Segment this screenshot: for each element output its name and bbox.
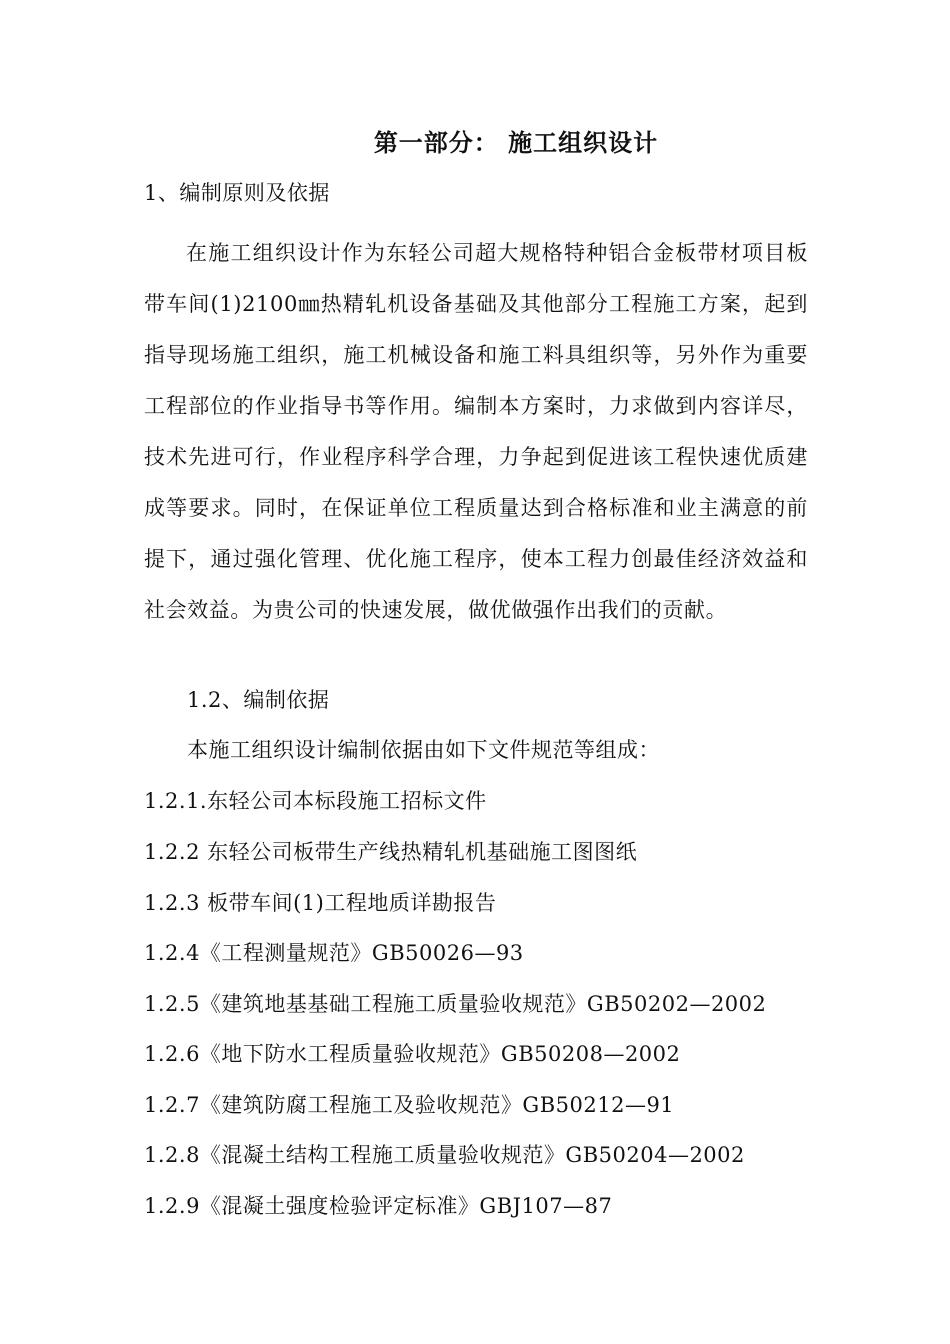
section-heading: 1、编制原则及依据: [144, 181, 330, 205]
reference-item: 1.2.2 东轻公司板带生产线热精轧机基础施工图图纸: [144, 840, 638, 864]
subsection-heading: 1.2、编制依据: [187, 688, 330, 712]
page-title: 第一部分： 施工组织设计: [373, 129, 659, 157]
subsection-intro: 本施工组织设计编制依据由如下文件规范等组成：: [187, 738, 660, 762]
reference-item: 1.2.9《混凝土强度检验评定标准》GBJ107—87: [144, 1194, 613, 1218]
reference-item: 1.2.7《建筑防腐工程施工及验收规范》GB50212—91: [144, 1093, 675, 1117]
body-paragraph: 在施工组织设计作为东轻公司超大规格特种铝合金板带材项目板带车间(1)2100㎜热精轧机设备基础及其他部分工程施工方案，起到指导现场施工组织，施工机械设备和施工料具组织等，另外作为重要工程部位的作业指导书等作用。编制本方案时，力求做到内容详尽，技术先进可行，作业程序科学合理，力争起到促进该工程快速优质建成等要求。同时，在保证单位工程质量达到合格标准和业主满意的前提下，通过强化管理、优化施工程序，使本工程力创最佳经济效益和社会效益。为贵公司的快速发展，做优做强作出我们的贡献。: [144, 241, 808, 622]
reference-item: 1.2.1.东轻公司本标段施工招标文件: [144, 789, 487, 813]
reference-item: 1.2.6《地下防水工程质量验收规范》GB50208—2002: [144, 1042, 681, 1066]
reference-item: 1.2.3 板带车间(1)工程地质详勘报告: [144, 891, 497, 915]
reference-item: 1.2.5《建筑地基基础工程施工质量验收规范》GB50202—2002: [144, 992, 767, 1016]
reference-item: 1.2.8《混凝土结构工程施工质量验收规范》GB50204—2002: [144, 1143, 745, 1167]
reference-item: 1.2.4《工程测量规范》GB50026—93: [144, 941, 524, 965]
